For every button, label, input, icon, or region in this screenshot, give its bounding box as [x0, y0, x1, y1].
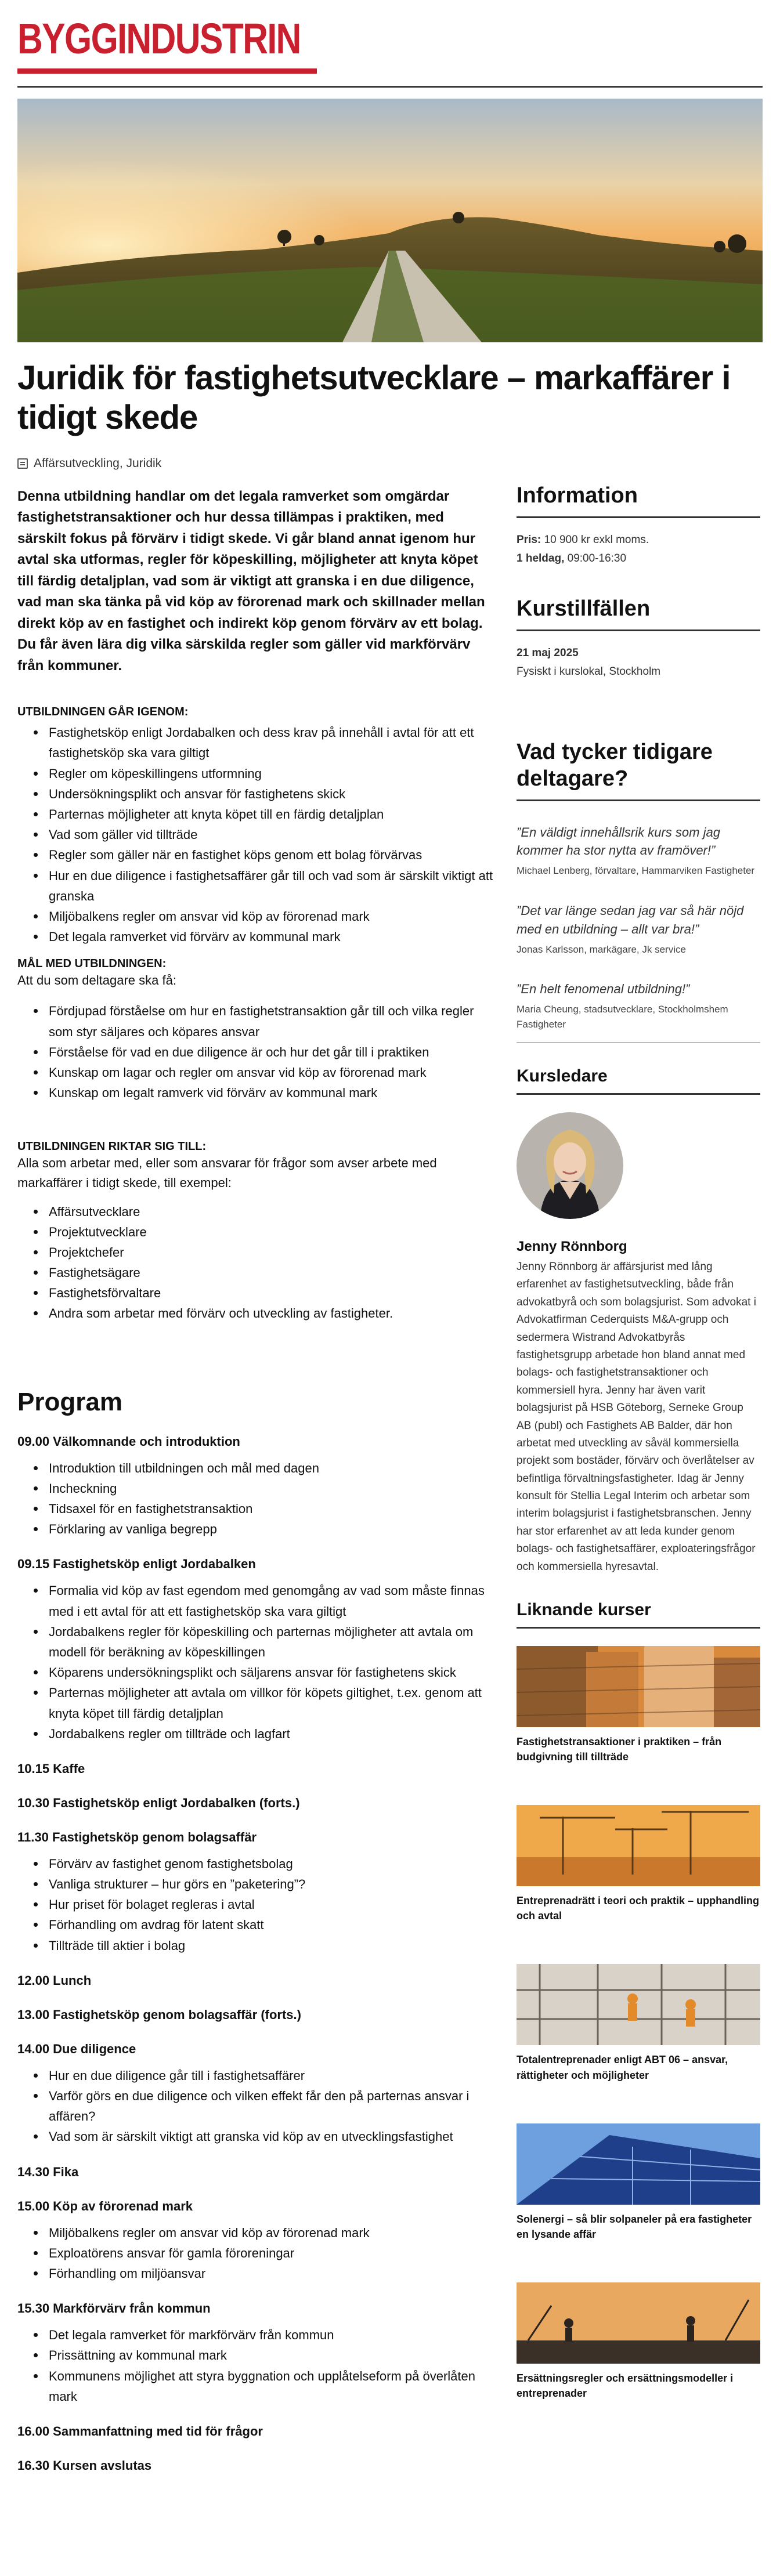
program-time: 09.15 Fastighetsköp enligt Jordabalken — [17, 1557, 256, 1572]
program-item — [17, 1432, 493, 1540]
list-item: Vad som är särskilt viktigt att granska vid köp av en utvecklingsfastighet — [17, 2126, 493, 2147]
program-time: 15.00 Köp av förorenad mark — [17, 2198, 193, 2213]
related-course-card[interactable] — [517, 1964, 760, 2082]
audience-lead: Alla som arbetar med, eller som ansvarar för frågor som avser arbete med markaffärer i tidigt skede, till exempel: — [17, 1156, 437, 1191]
duration-label: 1 heldag, — [517, 552, 565, 565]
goals-list — [17, 1001, 493, 1103]
category-line — [17, 457, 161, 471]
program-time: 14.00 Due diligence — [17, 2041, 136, 2056]
testimonials-heading: Vad tycker tidigare deltagare? — [517, 740, 713, 791]
list-item: Exploatörens ansvar för gamla föroreningar — [17, 2243, 493, 2263]
list-item: Hur en due diligence går till i fastighetsaffärer — [17, 2065, 493, 2086]
related-course-title[interactable]: Totalentreprenader enligt ABT 06 – ansvar, rättigheter och möjligheter — [517, 2054, 728, 2081]
program-time: 14.30 Fika — [17, 2164, 79, 2179]
price-value: 10 900 kr exkl moms. — [544, 533, 649, 546]
program-list — [17, 1432, 493, 2475]
list-item: Jordabalkens regler för köpeskilling och parternas möjligheter att avtala om modell för beräkning av köpeskillingen — [17, 1622, 493, 1662]
list-item: Undersökningsplikt och ansvar för fastighetens skick — [17, 784, 493, 804]
program-bullets — [17, 1458, 493, 1540]
list-item: Hur en due diligence i fastighetsaffärer går till och vad som är särskilt viktigt att granska — [17, 866, 493, 906]
testimonial-quote: ”En helt fenomenal utbildning!” — [517, 982, 690, 997]
program-time: 15.30 Markförvärv från kommun — [17, 2301, 211, 2316]
list-item: Förklaring av vanliga begrepp — [17, 1519, 493, 1539]
program-item — [17, 2162, 493, 2181]
duration-value: 09:00-16:30 — [567, 552, 627, 565]
list-item: Vad som gäller vid tillträde — [17, 824, 493, 845]
program-item — [17, 1971, 493, 1990]
list-item: Hur priset för bolaget regleras i avtal — [17, 1894, 493, 1915]
sidebar — [517, 483, 760, 2401]
related-course-title[interactable]: Entreprenadrätt i teori och praktik – upphandling och avtal — [517, 1895, 760, 1922]
program-bullets — [17, 2065, 493, 2147]
divider — [517, 1627, 760, 1629]
list-item: Det legala ramverket vid förvärv av kommunal mark — [17, 927, 493, 947]
list-item: Fastighetsägare — [17, 1262, 493, 1283]
header-divider — [17, 86, 763, 88]
list-item: Incheckning — [17, 1478, 493, 1499]
program-bullets — [17, 1854, 493, 1956]
list-item: Förhandling om miljöansvar — [17, 2263, 493, 2284]
goals-heading: MÅL MED UTBILDNINGEN: — [17, 957, 167, 971]
list-item: Regler om köpeskillingens utformning — [17, 764, 493, 784]
list-item: Förståelse för vad en due diligence är och hur det går till i praktiken — [17, 1042, 493, 1062]
list-item: Prissättning av kommunal mark — [17, 2345, 493, 2365]
list-item: Tidsaxel för en fastighetstransaktion — [17, 1499, 493, 1519]
list-item: Kunskap om legalt ramverk vid förvärv av kommunal mark — [17, 1083, 493, 1103]
program-item — [17, 1793, 493, 1812]
testimonial — [517, 902, 760, 957]
testimonial — [517, 823, 760, 878]
session-date[interactable]: 21 maj 2025 — [517, 646, 579, 659]
related-course-image[interactable] — [517, 2282, 760, 2364]
price-label: Pris: — [517, 533, 541, 546]
goals-section — [17, 957, 493, 1103]
related-course-image[interactable] — [517, 2123, 760, 2205]
list-item: Förhandling om avdrag för latent skatt — [17, 1915, 493, 1935]
list-item: Projektchefer — [17, 1242, 493, 1262]
goals-lead: Att du som deltagare ska få: — [17, 973, 176, 988]
divider — [517, 629, 760, 631]
testimonial-author: Michael Lenberg, förvaltare, Hammarviken Fastigheter — [517, 865, 755, 877]
program-time: 16.00 Sammanfattning med tid för frågor — [17, 2423, 263, 2438]
hero-image — [17, 99, 763, 342]
audience-list — [17, 1202, 493, 1324]
list-item: Det legala ramverket för markförvärv från kommun — [17, 2325, 493, 2345]
related-course-image[interactable] — [517, 1805, 760, 1886]
list-item: Fastighetsköp enligt Jordabalken och dess krav på innehåll i avtal för att ett fastighetsköp ska vara giltigt — [17, 722, 493, 763]
duration-line — [517, 549, 760, 568]
program-bullets — [17, 2325, 493, 2407]
intro-text: Denna utbildning handlar om det legala ramverket som omgärdar fastighetstransaktioner och hur dessa tillämpas i praktiken, med särskilt fokus på förvärv i tidigt skede. Vi går bland annat igenom hur avtal ska utformas, regler för köpeskilling, möjligheter att knyta köpet till färdig detaljplan, vad som är viktigt att granska i en due diligence, vad man ska tänka på vid köp av förorenad mark och skillnader mellan direkt köp av en fastighet och indirekt köp genom förvärv av ett bolag. Du får även lära dig vilka särskilda regler som gäller vid markförvärv från kommuner. — [17, 489, 485, 674]
divider — [517, 1093, 760, 1095]
divider — [517, 1042, 760, 1043]
program-item — [17, 1828, 493, 1956]
list-item: Vanliga strukturer – hur görs en ”paketering”? — [17, 1874, 493, 1894]
related-heading: Liknande kurser — [517, 1600, 651, 1620]
list-item: Miljöbalkens regler om ansvar vid köp av förorenad mark — [17, 906, 493, 927]
program-time: 12.00 Lunch — [17, 1973, 92, 1988]
testimonial-quote: ”En väldigt innehållsrik kurs som jag kommer ha stor nytta av framöver!” — [517, 824, 720, 858]
program-item — [17, 1554, 493, 1744]
list-item: Köparens undersökningsplikt och säljarens ansvar för fastighetens skick — [17, 1662, 493, 1683]
list-item: Parternas möjligheter att avtala om villkor för köpets giltighet, t.ex. genom att knyta köpet till färdig detaljplan — [17, 1683, 493, 1723]
list-item: Kunskap om lagar och regler om ansvar vid köp av förorenad mark — [17, 1062, 493, 1083]
divider — [517, 516, 760, 518]
main-content — [17, 486, 493, 2475]
audience-section — [17, 1140, 493, 1323]
related-course-card[interactable] — [517, 1646, 760, 1764]
list-item: Tillträde till aktier i bolag — [17, 1935, 493, 1956]
program-item — [17, 2039, 493, 2147]
program-time: 16.30 Kursen avslutas — [17, 2458, 152, 2473]
list-item: Varför görs en due diligence och vilken effekt får den på parternas ansvar i affären? — [17, 2086, 493, 2126]
program-time: 10.15 Kaffe — [17, 1761, 85, 1776]
list-item: Affärsutvecklare — [17, 1202, 493, 1222]
program-time: 10.30 Fastighetsköp enligt Jordabalken (forts.) — [17, 1795, 300, 1810]
info-heading: Information — [517, 483, 638, 508]
related-course-title[interactable]: Ersättningsregler och ersättningsmodeller i entreprenader — [517, 2372, 734, 2399]
program-item — [17, 2456, 493, 2475]
sessions-heading: Kurstillfällen — [517, 596, 651, 621]
session-location: Fysiskt i kurslokal, Stockholm — [517, 665, 661, 678]
logo-underline — [17, 68, 317, 74]
list-item: Parternas möjligheter att knyta köpet till en färdig detaljplan — [17, 804, 493, 824]
covers-section — [17, 705, 493, 947]
list-item: Förvärv av fastighet genom fastighetsbolag — [17, 1854, 493, 1874]
category-links[interactable]: Affärsutveckling, Juridik — [34, 457, 162, 470]
program-item — [17, 1759, 493, 1778]
list-item: Introduktion till utbildningen och mål med dagen — [17, 1458, 493, 1478]
list-item: Kommunens möjlighet att styra byggnation och upplåtelseform på överlåten mark — [17, 2366, 493, 2407]
related-course-image[interactable] — [517, 1964, 760, 2045]
page-title: Juridik för fastighetsutvecklare – markaffärer i tidigt skede — [17, 359, 731, 437]
related-course-title[interactable]: Solenergi – så blir solpaneler på era fastigheter en lysande affär — [517, 2213, 752, 2240]
price-line — [517, 531, 760, 549]
related-course-title[interactable]: Fastighetstransaktioner i praktiken – från budgivning till tillträde — [517, 1736, 722, 1763]
program-bullets — [17, 2223, 493, 2284]
program-bullets — [17, 1580, 493, 1744]
covers-list — [17, 722, 493, 947]
program-item — [17, 2197, 493, 2284]
related-course-image[interactable] — [517, 1646, 760, 1727]
testimonial-quote: ”Det var länge sedan jag var så här nöjd med en utbildning – allt var bra!” — [517, 903, 744, 936]
related-course-card[interactable] — [517, 2282, 760, 2401]
list-item: Fastighetsförvaltare — [17, 1283, 493, 1303]
list-item: Formalia vid köp av fast egendom med genomgång av vad som måste finnas med i ett avtal för att ett fastighetsköp ska vara giltigt — [17, 1580, 493, 1621]
leader-avatar — [517, 1112, 623, 1219]
program-title: Program — [17, 1387, 122, 1416]
program-item — [17, 2422, 493, 2441]
related-course-card[interactable] — [517, 2123, 760, 2242]
leader-bio: Jenny Rönnborg är affärsjurist med lång erfarenhet av fastighetsutveckling, både från advokatbyrå och som bolagsjurist. Som advokat i Advokatfirman Cederquists M&A-grupp och sedermera Wistrand Advokatbyrås fastighetsgrupp arbetade hon bland annat med bolags- och fastighetstransaktioner och kommersiell hyra. Jenny har även varit bolagsjurist på HSB Göteborg, Serneke Group AB (publ) och Fastighets AB Balder, där hon arbetat med utveckling av såväl kommersiella projekt som bostäder, förvärv och överlåtelser av befintliga förvaltningsfastigheter. Idag är Jenny konsult för Stellia Legal Interim och arbetar som interim bolagsjurist i fastighetsbranschen. Jenny har stor erfarenhet av att leda kunder genom bolags- och fastighetsaffärer, exploateringsfrågor och kommersiella hyresavtal. — [517, 1261, 756, 1573]
leader-heading: Kursledare — [517, 1066, 608, 1086]
program-time: 11.30 Fastighetsköp genom bolagsaffär — [17, 1829, 257, 1844]
list-item: Jordabalkens regler om tillträde och lagfart — [17, 1724, 493, 1744]
list-item: Projektutvecklare — [17, 1222, 493, 1242]
testimonial — [517, 980, 760, 1032]
program-time: 13.00 Fastighetsköp genom bolagsaffär (forts.) — [17, 2007, 301, 2022]
testimonial-author: Jonas Karlsson, markägare, Jk service — [517, 943, 686, 955]
program-item — [17, 2299, 493, 2407]
divider — [517, 799, 760, 801]
calendar-icon — [17, 458, 28, 469]
audience-heading: UTBILDNINGEN RIKTAR SIG TILL: — [17, 1140, 207, 1153]
related-course-card[interactable] — [517, 1805, 760, 1923]
leader-name: Jenny Rönnborg — [517, 1239, 627, 1255]
list-item: Andra som arbetar med förvärv och utveckling av fastigheter. — [17, 1303, 493, 1323]
list-item: Fördjupad förståelse om hur en fastighetstransaktion går till och vilka regler som styr säljares och köpares ansvar — [17, 1001, 493, 1041]
list-item: Regler som gäller när en fastighet köps genom ett bolag förvärvas — [17, 845, 493, 865]
covers-heading: UTBILDNINGEN GÅR IGENOM: — [17, 705, 189, 719]
brand-logo[interactable]: BYGGINDUSTRIN — [17, 15, 301, 63]
program-item — [17, 2005, 493, 2024]
program-time: 09.00 Välkomnande och introduktion — [17, 1434, 240, 1449]
testimonial-author: Maria Cheung, stadsutvecklare, Stockholmshem Fastigheter — [517, 1004, 728, 1030]
list-item: Miljöbalkens regler om ansvar vid köp av förorenad mark — [17, 2223, 493, 2243]
